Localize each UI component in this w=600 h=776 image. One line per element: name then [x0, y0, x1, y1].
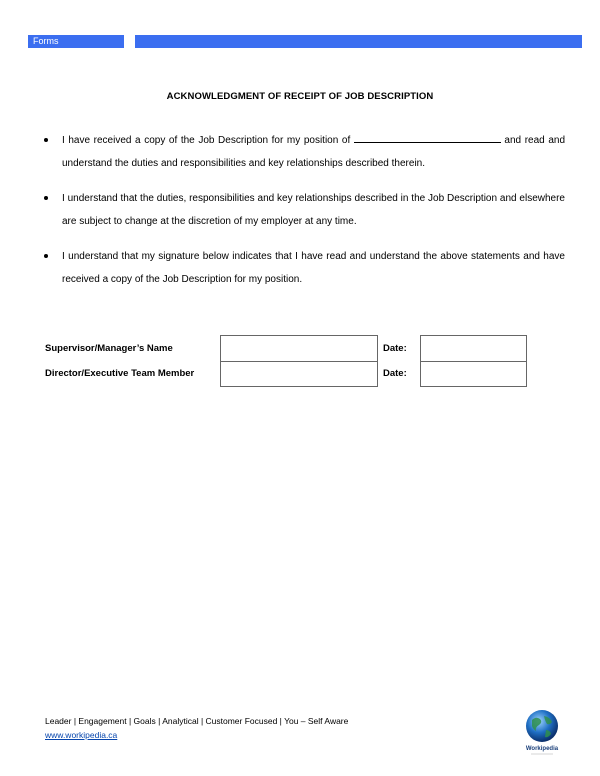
director-name-label: Director/Executive Team Member: [45, 368, 195, 379]
header-bar-right: [135, 35, 582, 48]
page-title: ACKNOWLEDGMENT OF RECEIPT OF JOB DESCRIPTION: [166, 91, 434, 102]
globe-logo-icon: [522, 708, 562, 758]
list-item: [44, 129, 565, 175]
director-date-field[interactable]: [420, 361, 527, 387]
bullet-text-end: and read and understand the duties and responsibilities and key relationships described therein.: [62, 135, 566, 169]
list-item: [44, 245, 565, 291]
supervisor-date-field[interactable]: [420, 335, 527, 362]
logo-text: Workipedia: [525, 746, 559, 752]
supervisor-name-field[interactable]: [220, 335, 378, 362]
bullet-icon: [44, 196, 48, 200]
bullet-text-start: I have received a copy of the Job Description for my position of: [62, 135, 354, 146]
bullet-icon: [44, 254, 48, 258]
bullet-text: I understand that my signature below indicates that I have read and understand the above statements and have received a copy of the Job Description for my position.: [62, 251, 565, 285]
footer-values: Leader | Engagement | Goals | Analytical | Customer Focused | You – Self Aware: [45, 716, 349, 726]
header-label: Forms: [33, 36, 59, 46]
bullet-text: I understand that the duties, responsibilities and key relationships described in the Job Description and elsewhere are subject to change at the discretion of my employer at any time.: [62, 193, 565, 227]
bullet-icon: [44, 138, 48, 142]
footer-link[interactable]: www.workipedia.ca: [45, 730, 118, 740]
director-date-label: Date:: [383, 368, 407, 379]
supervisor-name-label: Supervisor/Manager’s Name: [45, 343, 173, 354]
supervisor-date-label: Date:: [383, 343, 407, 354]
director-name-field[interactable]: [220, 361, 378, 387]
position-blank: [354, 132, 501, 143]
list-item: [44, 187, 565, 233]
